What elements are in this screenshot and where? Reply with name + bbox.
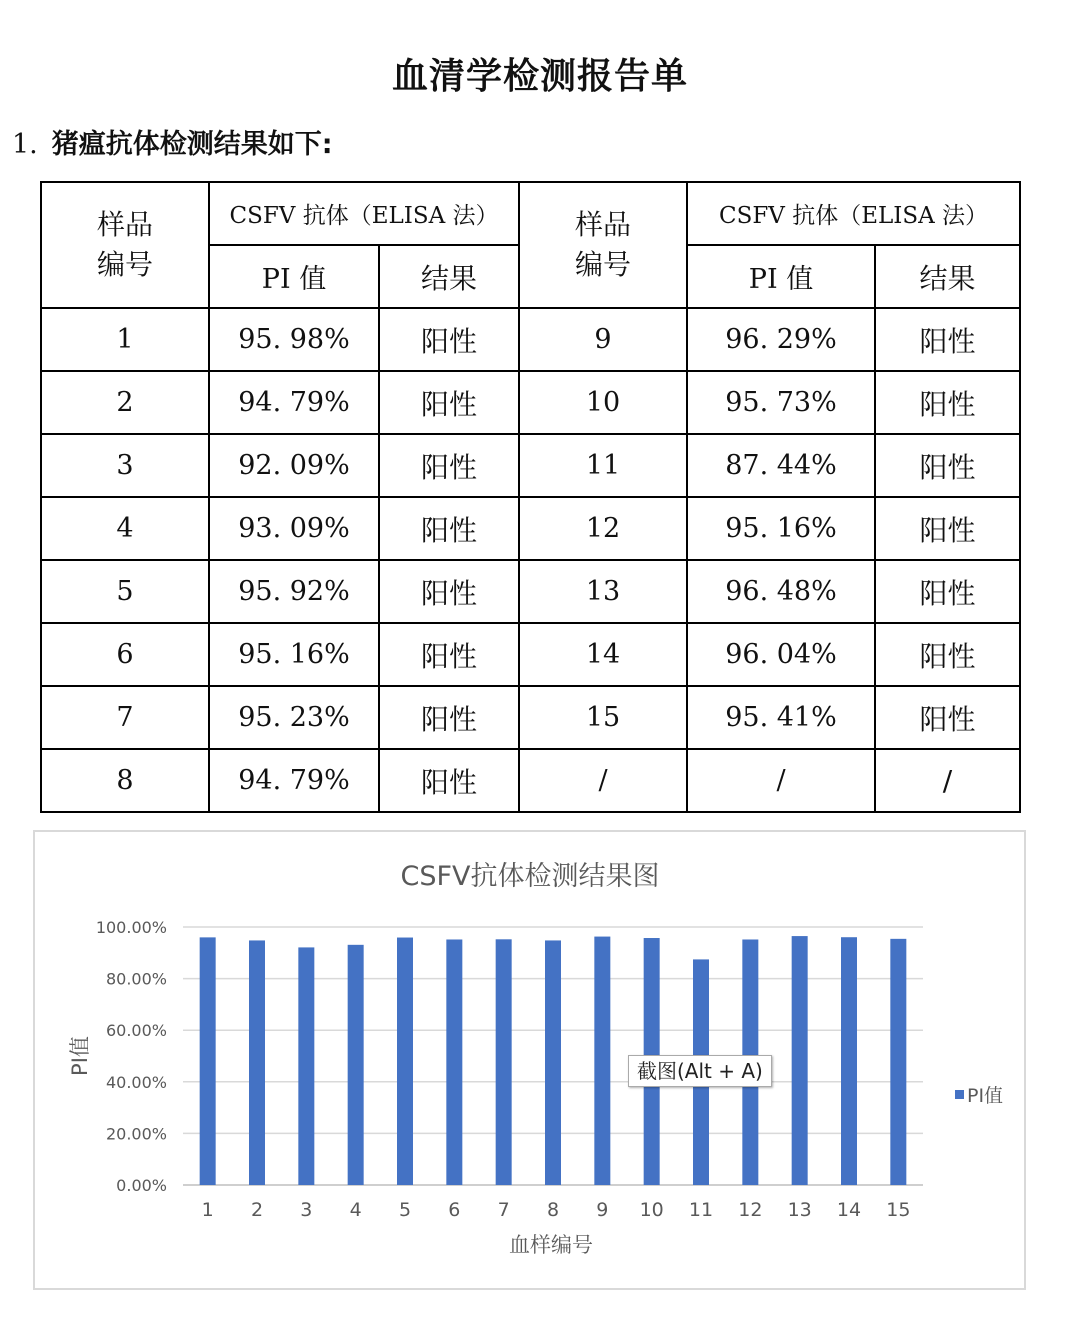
sample-id-left: 4 [41, 497, 209, 560]
sample-id-right: 15 [519, 686, 687, 749]
result-header-left: 结果 [379, 245, 519, 308]
result-left: 阳性 [379, 749, 519, 812]
x-tick-label: 13 [787, 1199, 812, 1221]
sample-id-right: 13 [519, 560, 687, 623]
bar [446, 939, 462, 1185]
x-tick-label: 9 [596, 1199, 609, 1221]
y-tick-label: 100.00% [95, 918, 167, 937]
table-row [41, 560, 1020, 623]
result-header-right: 结果 [875, 245, 1020, 308]
pi-value-right: / [687, 749, 875, 812]
legend-swatch [955, 1090, 964, 1099]
bar [496, 939, 512, 1185]
bar-chart [35, 832, 1024, 1288]
bar [397, 938, 413, 1185]
sample-id-header-left: 样品 编号 [41, 182, 209, 308]
x-tick-label: 7 [497, 1199, 510, 1221]
bar [298, 947, 314, 1185]
section-number: 1. [12, 129, 38, 160]
y-tick-label: 60.00% [105, 1021, 167, 1041]
pi-value-left: 95. 98% [209, 308, 379, 371]
table-row [41, 497, 1020, 560]
bar [890, 939, 906, 1185]
page-title: 血清学检测报告单 [391, 56, 688, 97]
y-tick-label: 0.00% [116, 1176, 167, 1195]
result-right: / [875, 749, 1020, 812]
x-axis-label: 血样编号 [509, 1233, 593, 1257]
result-right: 阳性 [875, 560, 1020, 623]
x-tick-label: 10 [639, 1199, 664, 1221]
y-axis-label: PI值 [68, 1036, 92, 1076]
result-left: 阳性 [379, 371, 519, 434]
x-tick-label: 3 [300, 1199, 313, 1221]
x-tick-label: 6 [448, 1199, 461, 1221]
x-tick-label: 5 [398, 1199, 412, 1221]
bar [545, 940, 561, 1185]
sample-id-right: / [519, 749, 687, 812]
sample-id-left: 3 [41, 434, 209, 497]
y-tick-label: 80.00% [105, 969, 167, 989]
bar [594, 937, 610, 1185]
pi-value-right: 96. 29% [687, 308, 875, 371]
table-row [41, 686, 1020, 749]
sample-id-left: 8 [41, 749, 209, 812]
pi-value-right: 95. 16% [687, 497, 875, 560]
pi-value-left: 95. 92% [209, 560, 379, 623]
result-right: 阳性 [875, 371, 1020, 434]
result-left: 阳性 [379, 686, 519, 749]
sample-id-right: 10 [519, 371, 687, 434]
pi-value-right: 96. 04% [687, 623, 875, 686]
section-text: 猪瘟抗体检测结果如下: [51, 129, 333, 160]
result-left: 阳性 [379, 497, 519, 560]
sample-id-left: 7 [41, 686, 209, 749]
x-tick-label: 15 [886, 1199, 911, 1221]
x-tick-label: 12 [738, 1199, 763, 1221]
sample-id-left: 6 [41, 623, 209, 686]
pi-header-left: PI 值 [209, 245, 379, 308]
sample-id-left: 1 [41, 308, 209, 371]
result-right: 阳性 [875, 497, 1020, 560]
result-right: 阳性 [875, 308, 1020, 371]
csfv-header-right: CSFV 抗体（ELISA 法） [687, 182, 1020, 245]
table-row [41, 623, 1020, 686]
csfv-header-left: CSFV 抗体（ELISA 法） [209, 182, 519, 245]
x-tick-label: 2 [250, 1199, 264, 1221]
result-right: 阳性 [875, 434, 1020, 497]
x-tick-label: 8 [546, 1199, 560, 1221]
sample-id-left: 2 [41, 371, 209, 434]
pi-value-left: 94. 79% [209, 371, 379, 434]
result-left: 阳性 [379, 308, 519, 371]
result-left: 阳性 [379, 560, 519, 623]
chart-title: CSFV抗体检测结果图 [400, 861, 660, 892]
x-tick-label: 14 [836, 1199, 862, 1221]
bar [792, 936, 808, 1185]
result-table [40, 181, 1021, 813]
table-row [41, 434, 1020, 497]
pi-value-right: 95. 73% [687, 371, 875, 434]
sample-id-right: 9 [519, 308, 687, 371]
x-tick-label: 4 [349, 1199, 362, 1221]
pi-value-left: 94. 79% [209, 749, 379, 812]
sample-id-right: 14 [519, 623, 687, 686]
table-row [41, 308, 1020, 371]
sample-id-right: 12 [519, 497, 687, 560]
pi-value-left: 95. 23% [209, 686, 379, 749]
x-tick-label: 11 [688, 1199, 714, 1221]
pi-value-left: 95. 16% [209, 623, 379, 686]
sample-id-right: 11 [519, 434, 687, 497]
sample-id-header-right: 样品 编号 [519, 182, 687, 308]
result-right: 阳性 [875, 686, 1020, 749]
x-tick-label: 1 [201, 1199, 214, 1221]
section-heading [12, 122, 333, 161]
legend-label: PI值 [967, 1085, 1004, 1107]
y-tick-label: 40.00% [105, 1072, 167, 1092]
bar [348, 945, 364, 1185]
sample-id-left: 5 [41, 560, 209, 623]
pi-value-right: 96. 48% [687, 560, 875, 623]
pi-value-left: 93. 09% [209, 497, 379, 560]
result-left: 阳性 [379, 434, 519, 497]
screenshot-tooltip: 截图(Alt + A) [628, 1055, 772, 1087]
pi-value-left: 92. 09% [209, 434, 379, 497]
pi-value-right: 95. 41% [687, 686, 875, 749]
header-row-1 [41, 182, 1020, 245]
table-row [41, 749, 1020, 812]
pi-value-right: 87. 44% [687, 434, 875, 497]
table-row [41, 371, 1020, 434]
bar [841, 937, 857, 1185]
bar [200, 937, 216, 1185]
chart-container [33, 830, 1026, 1290]
pi-header-right: PI 值 [687, 245, 875, 308]
y-tick-label: 20.00% [105, 1124, 167, 1144]
result-left: 阳性 [379, 623, 519, 686]
result-right: 阳性 [875, 623, 1020, 686]
bar [249, 940, 265, 1185]
